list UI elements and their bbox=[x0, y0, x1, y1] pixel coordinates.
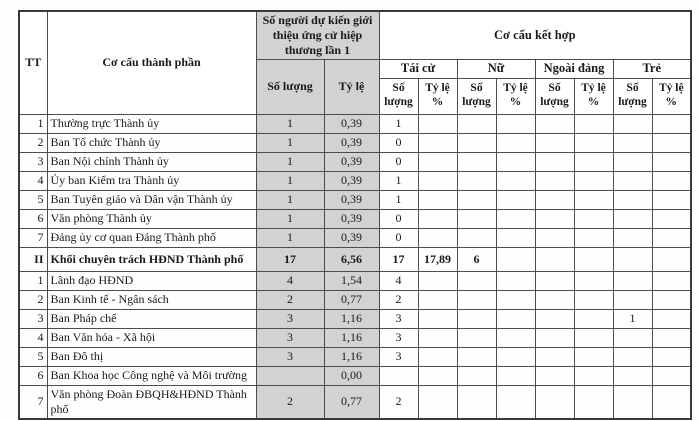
name-cell: Thường trực Thành ủy bbox=[47, 114, 256, 133]
tre-soluong-cell bbox=[613, 290, 652, 309]
ngoaidang-tyle-cell bbox=[574, 190, 613, 209]
table-row bbox=[19, 347, 691, 366]
ngoaidang-soluong-cell bbox=[535, 328, 574, 347]
ngoaidang-tyle-cell bbox=[574, 328, 613, 347]
tre-soluong-cell bbox=[613, 209, 652, 228]
name-cell: Lãnh đạo HĐND bbox=[47, 271, 256, 290]
header-ngoaidang-ty-le: Tỷ lệ % bbox=[574, 78, 613, 114]
ngoaidang-tyle-cell bbox=[574, 366, 613, 385]
taicu-tyle-cell bbox=[418, 228, 457, 247]
tre-soluong-cell bbox=[613, 385, 652, 419]
header-so-luong: Số lượng bbox=[256, 60, 324, 115]
nu-tyle-cell bbox=[496, 309, 535, 328]
name-cell: Đảng ủy cơ quan Đảng Thành phố bbox=[47, 228, 256, 247]
tre-soluong-cell bbox=[613, 190, 652, 209]
taicu-tyle-cell bbox=[418, 328, 457, 347]
tt-cell: 4 bbox=[19, 328, 47, 347]
table-row bbox=[19, 328, 691, 347]
tt-cell: 7 bbox=[19, 228, 47, 247]
ngoaidang-tyle-cell bbox=[574, 347, 613, 366]
nu-soluong-cell bbox=[457, 328, 496, 347]
table-row bbox=[19, 190, 691, 209]
ngoaidang-soluong-cell bbox=[535, 247, 574, 271]
ngoaidang-soluong-cell bbox=[535, 171, 574, 190]
candidate-structure-table bbox=[18, 10, 692, 420]
taicu-soluong-cell: 1 bbox=[379, 190, 418, 209]
taicu-soluong-cell: 0 bbox=[379, 228, 418, 247]
tre-tyle-cell bbox=[652, 309, 691, 328]
tre-tyle-cell bbox=[652, 152, 691, 171]
tyle-cell: 1,16 bbox=[324, 309, 379, 328]
name-cell: Ban Kinh tế - Ngân sách bbox=[47, 290, 256, 309]
tre-tyle-cell bbox=[652, 133, 691, 152]
nu-tyle-cell bbox=[496, 190, 535, 209]
taicu-tyle-cell bbox=[418, 290, 457, 309]
taicu-soluong-cell: 2 bbox=[379, 385, 418, 419]
nu-soluong-cell bbox=[457, 271, 496, 290]
tt-cell: 1 bbox=[19, 114, 47, 133]
ngoaidang-tyle-cell bbox=[574, 228, 613, 247]
header-tt: TT bbox=[19, 11, 47, 114]
ngoaidang-tyle-cell bbox=[574, 171, 613, 190]
table-row bbox=[19, 385, 691, 419]
tre-soluong-cell bbox=[613, 247, 652, 271]
tyle-cell: 0,77 bbox=[324, 385, 379, 419]
tre-tyle-cell bbox=[652, 171, 691, 190]
taicu-soluong-cell: 4 bbox=[379, 271, 418, 290]
header-group-tai-cu: Tái cử bbox=[379, 60, 457, 79]
table-header bbox=[19, 11, 691, 114]
tre-tyle-cell bbox=[652, 190, 691, 209]
tt-cell: 7 bbox=[19, 385, 47, 419]
header-co-cau-ket-hop: Cơ cấu kết hợp bbox=[379, 11, 691, 60]
taicu-tyle-cell bbox=[418, 171, 457, 190]
taicu-tyle-cell bbox=[418, 366, 457, 385]
ngoaidang-tyle-cell bbox=[574, 152, 613, 171]
tre-tyle-cell bbox=[652, 271, 691, 290]
ngoaidang-soluong-cell bbox=[535, 114, 574, 133]
ngoaidang-soluong-cell bbox=[535, 290, 574, 309]
soluong-cell: 1 bbox=[256, 209, 324, 228]
taicu-tyle-cell bbox=[418, 209, 457, 228]
name-cell: Ban Tổ chức Thành ủy bbox=[47, 133, 256, 152]
nu-tyle-cell bbox=[496, 347, 535, 366]
nu-tyle-cell bbox=[496, 152, 535, 171]
nu-tyle-cell bbox=[496, 133, 535, 152]
taicu-tyle-cell bbox=[418, 385, 457, 419]
ngoaidang-tyle-cell bbox=[574, 247, 613, 271]
taicu-soluong-cell: 0 bbox=[379, 133, 418, 152]
taicu-tyle-cell bbox=[418, 152, 457, 171]
header-nu-ty-le: Tỷ lệ % bbox=[496, 78, 535, 114]
ngoaidang-soluong-cell bbox=[535, 347, 574, 366]
nu-tyle-cell bbox=[496, 271, 535, 290]
ngoaidang-tyle-cell bbox=[574, 209, 613, 228]
name-cell: Ủy ban Kiểm tra Thành ủy bbox=[47, 171, 256, 190]
nu-tyle-cell bbox=[496, 385, 535, 419]
tyle-cell: 0,00 bbox=[324, 366, 379, 385]
ngoaidang-soluong-cell bbox=[535, 228, 574, 247]
tre-soluong-cell: 1 bbox=[613, 309, 652, 328]
header-ngoaidang-so-luong: Số lượng bbox=[535, 78, 574, 114]
nu-soluong-cell bbox=[457, 209, 496, 228]
tyle-cell: 1,54 bbox=[324, 271, 379, 290]
header-group-nu: Nữ bbox=[457, 60, 535, 79]
ngoaidang-tyle-cell bbox=[574, 309, 613, 328]
header-so-nguoi-du-kien: Số người dự kiến giới thiệu ứng cử hiệp thương lần 1 bbox=[256, 11, 379, 60]
tre-soluong-cell bbox=[613, 114, 652, 133]
ngoaidang-soluong-cell bbox=[535, 133, 574, 152]
tt-cell: II bbox=[19, 247, 47, 271]
taicu-soluong-cell: 1 bbox=[379, 114, 418, 133]
ngoaidang-tyle-cell bbox=[574, 114, 613, 133]
nu-tyle-cell bbox=[496, 114, 535, 133]
tyle-cell: 0,39 bbox=[324, 152, 379, 171]
taicu-soluong-cell: 1 bbox=[379, 171, 418, 190]
soluong-cell: 2 bbox=[256, 385, 324, 419]
nu-soluong-cell bbox=[457, 190, 496, 209]
soluong-cell: 1 bbox=[256, 190, 324, 209]
tt-cell: 6 bbox=[19, 209, 47, 228]
name-cell: Khối chuyên trách HĐND Thành phố bbox=[47, 247, 256, 271]
ngoaidang-soluong-cell bbox=[535, 209, 574, 228]
tyle-cell: 6,56 bbox=[324, 247, 379, 271]
soluong-cell: 17 bbox=[256, 247, 324, 271]
ngoaidang-tyle-cell bbox=[574, 133, 613, 152]
tre-soluong-cell bbox=[613, 328, 652, 347]
nu-tyle-cell bbox=[496, 247, 535, 271]
tre-soluong-cell bbox=[613, 366, 652, 385]
tyle-cell: 1,16 bbox=[324, 328, 379, 347]
taicu-tyle-cell bbox=[418, 347, 457, 366]
table-row bbox=[19, 247, 691, 271]
tt-cell: 2 bbox=[19, 133, 47, 152]
name-cell: Ban Nội chính Thành ủy bbox=[47, 152, 256, 171]
header-group-tre: Trẻ bbox=[613, 60, 691, 79]
tre-soluong-cell bbox=[613, 152, 652, 171]
nu-soluong-cell bbox=[457, 171, 496, 190]
tre-soluong-cell bbox=[613, 228, 652, 247]
soluong-cell: 1 bbox=[256, 152, 324, 171]
header-taicu-so-luong: Số lượng bbox=[379, 78, 418, 114]
tre-tyle-cell bbox=[652, 209, 691, 228]
name-cell: Ban Tuyên giáo và Dân vận Thành ủy bbox=[47, 190, 256, 209]
nu-soluong-cell bbox=[457, 152, 496, 171]
nu-tyle-cell bbox=[496, 171, 535, 190]
tyle-cell: 0,77 bbox=[324, 290, 379, 309]
header-tre-so-luong: Số lượng bbox=[613, 78, 652, 114]
nu-soluong-cell bbox=[457, 114, 496, 133]
tyle-cell: 1,16 bbox=[324, 347, 379, 366]
tt-cell: 2 bbox=[19, 290, 47, 309]
taicu-tyle-cell bbox=[418, 190, 457, 209]
name-cell: Văn phòng Thành ủy bbox=[47, 209, 256, 228]
tyle-cell: 0,39 bbox=[324, 114, 379, 133]
nu-soluong-cell bbox=[457, 133, 496, 152]
nu-tyle-cell bbox=[496, 228, 535, 247]
taicu-soluong-cell: 3 bbox=[379, 328, 418, 347]
table-body bbox=[19, 114, 691, 419]
header-group-ngoai-dang: Ngoài đảng bbox=[535, 60, 613, 79]
tt-cell: 3 bbox=[19, 152, 47, 171]
soluong-cell: 1 bbox=[256, 133, 324, 152]
ngoaidang-soluong-cell bbox=[535, 385, 574, 419]
tre-tyle-cell bbox=[652, 114, 691, 133]
tyle-cell: 0,39 bbox=[324, 209, 379, 228]
soluong-cell: 4 bbox=[256, 271, 324, 290]
tre-soluong-cell bbox=[613, 133, 652, 152]
ngoaidang-soluong-cell bbox=[535, 271, 574, 290]
taicu-soluong-cell: 17 bbox=[379, 247, 418, 271]
table-row bbox=[19, 114, 691, 133]
table-row bbox=[19, 133, 691, 152]
nu-tyle-cell bbox=[496, 328, 535, 347]
nu-soluong-cell bbox=[457, 309, 496, 328]
tt-cell: 5 bbox=[19, 347, 47, 366]
nu-soluong-cell bbox=[457, 347, 496, 366]
name-cell: Ban Khoa học Công nghệ và Môi trường bbox=[47, 366, 256, 385]
tre-tyle-cell bbox=[652, 385, 691, 419]
taicu-soluong-cell: 3 bbox=[379, 309, 418, 328]
tyle-cell: 0,39 bbox=[324, 133, 379, 152]
nu-soluong-cell bbox=[457, 290, 496, 309]
ngoaidang-soluong-cell bbox=[535, 309, 574, 328]
table-row bbox=[19, 290, 691, 309]
soluong-cell: 2 bbox=[256, 290, 324, 309]
taicu-tyle-cell bbox=[418, 271, 457, 290]
taicu-soluong-cell: 3 bbox=[379, 347, 418, 366]
header-tre-ty-le: Tỷ lệ % bbox=[652, 78, 691, 114]
name-cell: Văn phòng Đoàn ĐBQH&HĐND Thành phố bbox=[47, 385, 256, 419]
tre-soluong-cell bbox=[613, 271, 652, 290]
nu-tyle-cell bbox=[496, 290, 535, 309]
ngoaidang-tyle-cell bbox=[574, 271, 613, 290]
tt-cell: 1 bbox=[19, 271, 47, 290]
taicu-soluong-cell: 0 bbox=[379, 152, 418, 171]
tt-cell: 4 bbox=[19, 171, 47, 190]
taicu-tyle-cell bbox=[418, 309, 457, 328]
header-nu-so-luong: Số lượng bbox=[457, 78, 496, 114]
table-row bbox=[19, 309, 691, 328]
ngoaidang-soluong-cell bbox=[535, 152, 574, 171]
nu-tyle-cell bbox=[496, 209, 535, 228]
header-taicu-ty-le: Tỷ lệ % bbox=[418, 78, 457, 114]
tyle-cell: 0,39 bbox=[324, 228, 379, 247]
soluong-cell: 3 bbox=[256, 347, 324, 366]
taicu-soluong-cell bbox=[379, 366, 418, 385]
nu-soluong-cell bbox=[457, 385, 496, 419]
ngoaidang-tyle-cell bbox=[574, 290, 613, 309]
table-row bbox=[19, 366, 691, 385]
taicu-tyle-cell bbox=[418, 133, 457, 152]
table-row bbox=[19, 171, 691, 190]
tre-tyle-cell bbox=[652, 328, 691, 347]
tre-tyle-cell bbox=[652, 247, 691, 271]
table-row bbox=[19, 152, 691, 171]
soluong-cell: 3 bbox=[256, 309, 324, 328]
tre-tyle-cell bbox=[652, 290, 691, 309]
taicu-tyle-cell: 17,89 bbox=[418, 247, 457, 271]
taicu-soluong-cell: 0 bbox=[379, 209, 418, 228]
header-co-cau-thanh-phan: Cơ cấu thành phần bbox=[47, 11, 256, 114]
nu-soluong-cell bbox=[457, 228, 496, 247]
table-row bbox=[19, 228, 691, 247]
soluong-cell: 1 bbox=[256, 228, 324, 247]
table-row bbox=[19, 209, 691, 228]
tre-soluong-cell bbox=[613, 347, 652, 366]
tre-tyle-cell bbox=[652, 366, 691, 385]
ngoaidang-tyle-cell bbox=[574, 385, 613, 419]
taicu-tyle-cell bbox=[418, 114, 457, 133]
tt-cell: 5 bbox=[19, 190, 47, 209]
soluong-cell: 3 bbox=[256, 328, 324, 347]
soluong-cell: 1 bbox=[256, 114, 324, 133]
taicu-soluong-cell: 2 bbox=[379, 290, 418, 309]
tyle-cell: 0,39 bbox=[324, 190, 379, 209]
tre-soluong-cell bbox=[613, 171, 652, 190]
soluong-cell bbox=[256, 366, 324, 385]
name-cell: Ban Pháp chế bbox=[47, 309, 256, 328]
nu-tyle-cell bbox=[496, 366, 535, 385]
name-cell: Ban Đô thị bbox=[47, 347, 256, 366]
tyle-cell: 0,39 bbox=[324, 171, 379, 190]
tt-cell: 3 bbox=[19, 309, 47, 328]
tre-tyle-cell bbox=[652, 228, 691, 247]
ngoaidang-soluong-cell bbox=[535, 190, 574, 209]
table-row bbox=[19, 271, 691, 290]
soluong-cell: 1 bbox=[256, 171, 324, 190]
ngoaidang-soluong-cell bbox=[535, 366, 574, 385]
name-cell: Ban Văn hóa - Xã hội bbox=[47, 328, 256, 347]
tt-cell: 6 bbox=[19, 366, 47, 385]
nu-soluong-cell: 6 bbox=[457, 247, 496, 271]
tre-tyle-cell bbox=[652, 347, 691, 366]
header-ty-le: Tỷ lệ bbox=[324, 60, 379, 115]
nu-soluong-cell bbox=[457, 366, 496, 385]
